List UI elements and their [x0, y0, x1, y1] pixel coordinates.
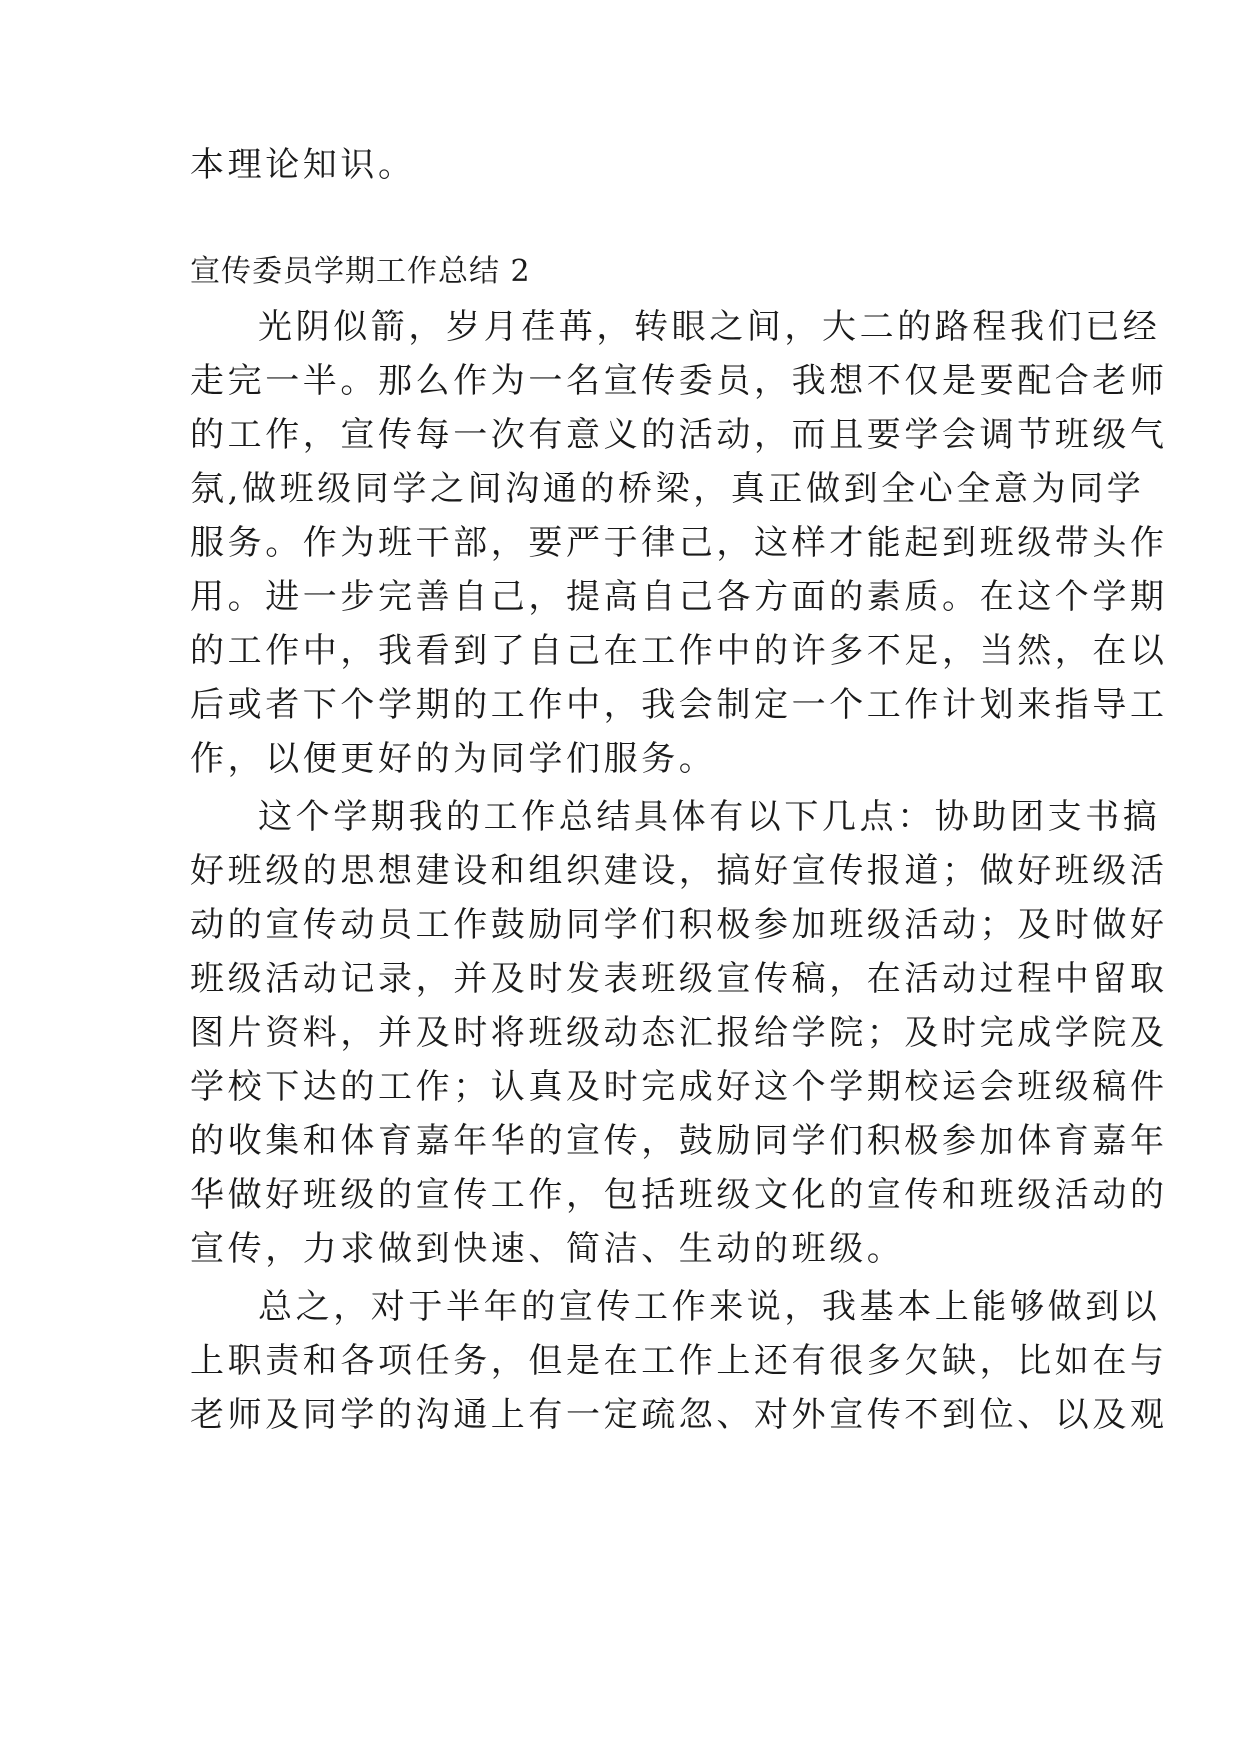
- paragraph-2-line: 华做好班级的宣传工作，包括班级文化的宣传和班级活动的: [190, 1175, 1168, 1215]
- paragraph-2-line: 宣传，力求做到快速、简洁、生动的班级。: [190, 1229, 905, 1269]
- paragraph-2-line: 班级活动记录，并及时发表班级宣传稿，在活动过程中留取: [190, 959, 1168, 999]
- paragraph-1-line: 走完一半。那么作为一名宣传委员，我想不仅是要配合老师: [190, 361, 1168, 401]
- paragraph-2-line: 好班级的思想建设和组织建设，搞好宣传报道；做好班级活: [190, 851, 1168, 891]
- paragraph-2-line: 这个学期我的工作总结具体有以下几点：协助团支书搞: [258, 797, 1161, 837]
- paragraph-3-line: 上职责和各项任务，但是在工作上还有很多欠缺，比如在与: [190, 1341, 1168, 1381]
- paragraph-1-line: 光阴似箭，岁月荏苒，转眼之间，大二的路程我们已经: [258, 307, 1161, 347]
- paragraph-3-line: 老师及同学的沟通上有一定疏忽、对外宣传不到位、以及观: [190, 1395, 1168, 1435]
- paragraph-1-line: 服务。作为班干部，要严于律己，这样才能起到班级带头作: [190, 523, 1168, 563]
- paragraph-1-line: 氛,做班级同学之间沟通的桥梁，真正做到全心全意为同学: [190, 469, 1145, 509]
- paragraph-1-line: 的工作中，我看到了自己在工作中的许多不足，当然，在以: [190, 631, 1168, 671]
- paragraph-1-line: 用。进一步完善自己，提高自己各方面的素质。在这个学期: [190, 577, 1168, 617]
- paragraph-1-line: 的工作，宣传每一次有意义的活动，而且要学会调节班级气: [190, 415, 1168, 455]
- paragraph-1-line: 后或者下个学期的工作中，我会制定一个工作计划来指导工: [190, 685, 1168, 725]
- paragraph-2-line: 的收集和体育嘉年华的宣传，鼓励同学们积极参加体育嘉年: [190, 1121, 1168, 1161]
- paragraph-2-line: 动的宣传动员工作鼓励同学们积极参加班级活动；及时做好: [190, 905, 1168, 945]
- continuation-line: 本理论知识。: [190, 145, 416, 185]
- paragraph-1-line: 作，以便更好的为同学们服务。: [190, 739, 717, 779]
- section-heading: 宣传委员学期工作总结 2: [190, 254, 531, 289]
- paragraph-2-line: 图片资料，并及时将班级动态汇报给学院；及时完成学院及: [190, 1013, 1168, 1053]
- paragraph-3-line: 总之，对于半年的宣传工作来说，我基本上能够做到以: [258, 1287, 1161, 1327]
- paragraph-2-line: 学校下达的工作；认真及时完成好这个学期校运会班级稿件: [190, 1067, 1168, 1107]
